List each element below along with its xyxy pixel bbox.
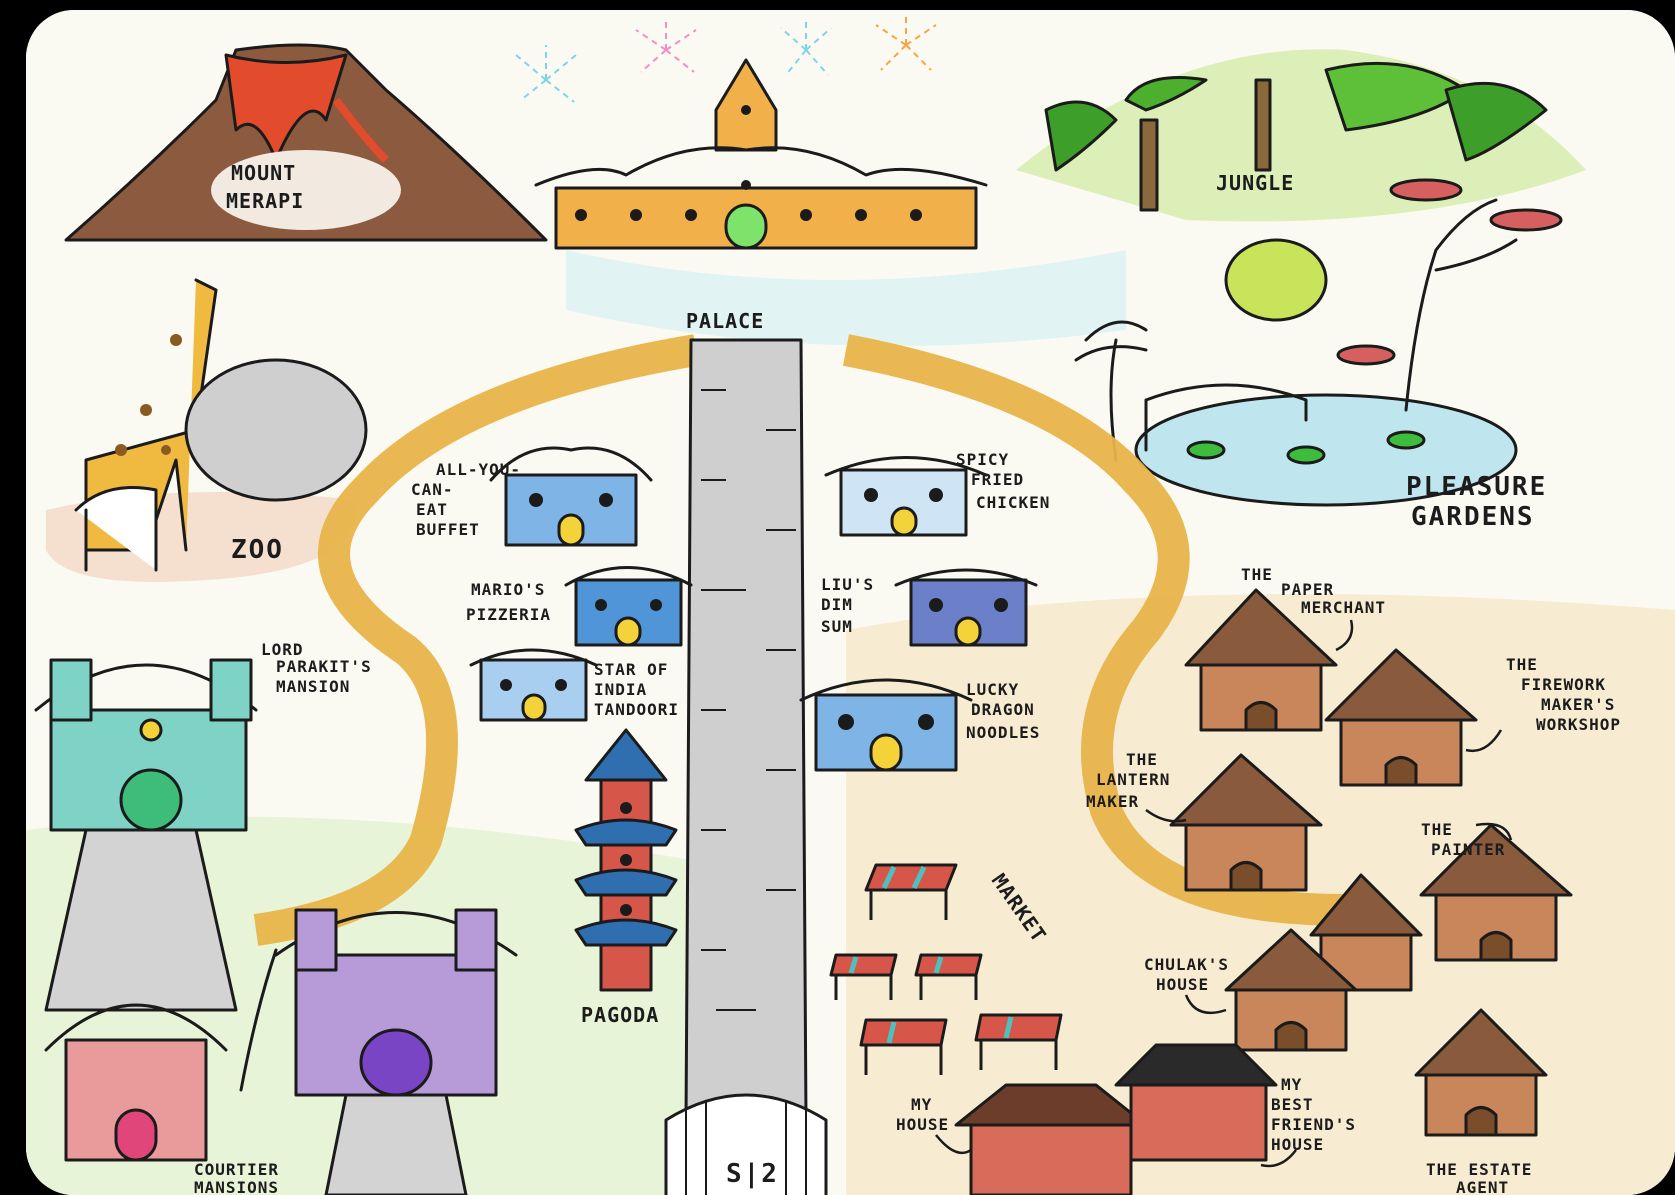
chicken-label-3: CHICKEN — [976, 493, 1051, 512]
restaurant-chicken — [826, 458, 986, 536]
gardens-label-1: PLEASURE — [1406, 472, 1548, 502]
bestfriend-label-1: MY — [1281, 1075, 1303, 1094]
illustrated-town-map — [26, 10, 1675, 1195]
pizzeria-label-2: PIZZERIA — [466, 605, 552, 624]
mansion-label-1: LORD — [261, 640, 304, 659]
central-road — [686, 340, 806, 1120]
tandoori-label-1: STAR OF — [594, 660, 669, 679]
buffet-label-1: ALL-YOU- — [436, 460, 522, 479]
lantern-label-3: MAKER — [1086, 792, 1140, 811]
gardens-label-2: GARDENS — [1411, 502, 1535, 532]
firework-label-1: THE — [1506, 655, 1538, 674]
volcano-label-2: MERAPI — [226, 189, 305, 213]
restaurant-pizzeria — [566, 568, 691, 646]
restaurant-dimsum — [896, 570, 1036, 645]
restaurant-noodles — [801, 680, 971, 770]
chicken-label-1: SPICY — [956, 450, 1010, 469]
bestfriend-label-3: FRIEND'S — [1271, 1115, 1357, 1134]
dimsum-label-3: SUM — [821, 617, 853, 636]
buffet-label-3: EAT — [416, 500, 448, 519]
buffet-label-2: CAN- — [411, 480, 454, 499]
bestfriend-label-2: BEST — [1271, 1095, 1314, 1114]
pizzeria-label-1: MARIO'S — [471, 580, 546, 599]
restaurant-tandoori — [471, 650, 596, 720]
firework-label-2: FIREWORK — [1521, 675, 1607, 694]
estate-label-2: AGENT — [1456, 1178, 1510, 1195]
bestfriend-label-4: HOUSE — [1271, 1135, 1325, 1154]
myhouse-label-2: HOUSE — [896, 1115, 950, 1134]
painter-label-1: THE — [1421, 820, 1453, 839]
map-card — [26, 10, 1675, 1195]
lantern-label-1: THE — [1126, 750, 1158, 769]
pagoda-label: PAGODA — [581, 1003, 660, 1027]
volcano-label-1: MOUNT — [231, 161, 297, 185]
myhouse-label-1: MY — [911, 1095, 933, 1114]
paper-label-1: THE — [1241, 565, 1273, 584]
palace-label: PALACE — [686, 309, 765, 333]
jungle-label: JUNGLE — [1216, 171, 1295, 195]
paper-label-3: MERCHANT — [1301, 598, 1387, 617]
mansion-label-3: MANSION — [276, 677, 351, 696]
firework-label-4: WORKSHOP — [1536, 715, 1622, 734]
chulak-label-2: HOUSE — [1156, 975, 1210, 994]
painter-label-2: PAINTER — [1431, 840, 1506, 859]
gate-label: S|2 — [726, 1159, 779, 1189]
firework-label-3: MAKER'S — [1541, 695, 1616, 714]
paper-label-2: PAPER — [1281, 580, 1335, 599]
noodles-label-2: DRAGON — [971, 700, 1035, 719]
market-label: MARKET — [986, 869, 1052, 947]
lantern-label-2: LANTERN — [1096, 770, 1171, 789]
zoo-label: ZOO — [231, 535, 284, 565]
chulak-label-1: CHULAK'S — [1144, 955, 1230, 974]
tandoori-label-2: INDIA — [594, 680, 648, 699]
dimsum-label-1: LIU'S — [821, 575, 875, 594]
estate-label-1: THE ESTATE — [1426, 1160, 1533, 1179]
noodles-label-3: NOODLES — [966, 723, 1041, 742]
buffet-label-4: BUFFET — [416, 520, 480, 539]
noodles-label-1: LUCKY — [966, 680, 1020, 699]
courtier-label-2: MANSIONS — [194, 1178, 280, 1195]
chicken-label-2: FRIED — [971, 470, 1025, 489]
courtier-label-1: COURTIER — [194, 1160, 280, 1179]
dimsum-label-2: DIM — [821, 595, 853, 614]
tandoori-label-3: TANDOORI — [594, 700, 680, 719]
mansion-label-2: PARAKIT'S — [276, 657, 372, 676]
